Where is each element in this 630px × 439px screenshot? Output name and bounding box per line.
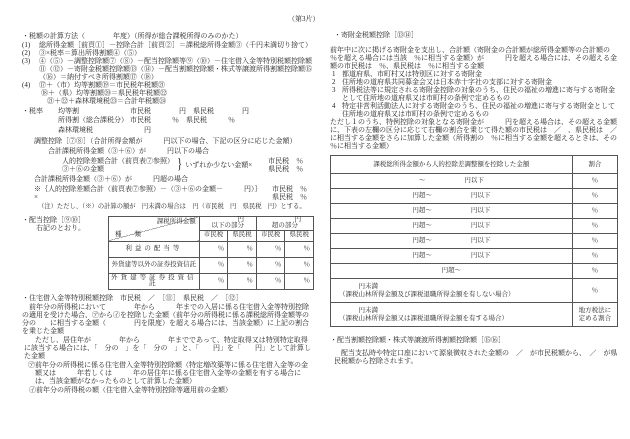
housing-loan-section xyxy=(22,293,323,394)
item-text: 所得税法等に規定される寄附金控除の対象のうち、住民の福祉の増進に寄与する寄附金として住所地の道府県又は市町村の条例で定めるもの xyxy=(342,86,615,102)
rate-name: 所得割（総合課税分） xyxy=(58,116,128,124)
rate-line1: 地方税法に xyxy=(578,307,612,314)
item-number: 2 xyxy=(332,78,336,86)
step-number: (2) xyxy=(22,49,31,57)
dividend-deduction-table xyxy=(108,216,314,290)
bracket-rate: ％ xyxy=(572,219,617,234)
tax-rate-row-forest xyxy=(22,126,314,134)
left-column xyxy=(22,32,323,395)
bracket-range: 円超～ 円以下 xyxy=(331,234,573,249)
rate-cell: ％ xyxy=(228,257,257,273)
housing-loan-item-a: ㋐前年分の所得税に係る住宅借入金等特別控除額（特定増改築等に係る住宅借入金等の金額又は 年若しくは 年の居住年に係る住宅借入金等の金額を有する場合には、当該金額がなかったものとして計算した金額） xyxy=(28,360,308,385)
step-text: ⑰＋（市）均等割額⑲＝市民税年税額㉑ xyxy=(39,81,165,89)
table-row-non-foreign-trust xyxy=(109,257,314,273)
rate-name: 森林環境税 xyxy=(58,125,93,134)
donation-item-4 xyxy=(330,102,618,118)
donation-deduction-header: ・寄附金税額控除［⑬⑭］ xyxy=(334,31,418,39)
rate-cell: ％ xyxy=(285,273,314,289)
bracket-rate: ％ xyxy=(572,174,617,189)
col-city-tax: 市民税 xyxy=(199,230,228,241)
option-personal-deduction-diff: 人的控除差額合計（前頁表⑦参照） xyxy=(62,156,174,165)
bracket-range: 円超～ 円以下 xyxy=(331,204,573,219)
donation-item-1 xyxy=(330,70,618,78)
rate-cell: ％ xyxy=(199,273,228,289)
group-header-below xyxy=(199,216,256,230)
bracket-row xyxy=(331,249,618,264)
adjustment-case2-label: 合計課税所得金額（③＋⑥）が 円超の場合 xyxy=(34,174,188,183)
bracket-rate: ％ xyxy=(572,264,617,279)
bracket-row xyxy=(331,264,618,279)
bracket-row-below-min-no-forest xyxy=(331,279,618,303)
case1-rates xyxy=(268,157,303,173)
tax-rate-label: ・税率 xyxy=(22,106,43,115)
donation-para1: 前年中に次に掲げる寄附金を支出し、合計額（寄附金の合計額が総所得金額等の合計額の ％を超える場合には当該 ％に相当する金額）が 円を超える場合には、その超える金額の市民税は ％、県民税は ％に相当する金額 xyxy=(330,46,617,70)
rate-spacer xyxy=(22,126,58,134)
donation-para2: ただし１のうち、特例控除の対象となる寄附金が 円を超える場合は、その超える金額に、下表の左欄の区分に応じて右欄の割合を乗じて得た額の市民税は ／ 、県民税は ／ に相当する金額をさらに加算した金額（所得割の ％に相当する金額を超えるときは、その ％に相当する金額） xyxy=(330,118,624,150)
range-line2: （課税山林所得金額及び課税退職所得金額を有しない場合） xyxy=(339,290,515,298)
city-rate: 市民税 ％ xyxy=(268,156,304,165)
bracket-rate: ％ xyxy=(572,279,617,303)
table-row-foreign-trust xyxy=(109,273,314,289)
step-text: ④（⑤）－調整控除額⑦（⑧）－配当控除額等⑨（⑩）－住宅借入金等特別税額控除額⑪（⑫）－寄附金税額控除額⑬（⑭）－配当割額控除額・株式等譲渡所得割額控除額⑮（⑯）＝納付すべき所得割額⑰（⑱） xyxy=(39,57,312,81)
rate-cell: ％ xyxy=(228,241,257,257)
bracket-row-below-min-with-forest xyxy=(331,303,618,327)
bracket-range: 円超～ 円以下 xyxy=(331,189,573,204)
bracket-range: ～ 円以下 xyxy=(331,174,573,189)
calc-step-4-total xyxy=(22,97,314,105)
lesser-amount-options xyxy=(62,157,174,173)
row-label: 外貨建等以外の証券投資信託 xyxy=(109,257,200,273)
item-text: 住所地の道府県共同募金会又は日本赤十字社の支部に対する寄附金 xyxy=(342,78,552,86)
bracket-row xyxy=(331,204,618,219)
bracket-rate: ％ xyxy=(572,204,617,219)
diagonal-header-cell xyxy=(109,216,200,241)
group-label: 以下の部分 xyxy=(211,222,245,229)
bracket-rate: ％ xyxy=(572,234,617,249)
item-number: 1 xyxy=(332,70,336,78)
step-number: (1) xyxy=(22,41,31,49)
dividend-deduction-label xyxy=(22,216,108,290)
rate-line2: 定める割合 xyxy=(578,314,612,322)
donation-item-3 xyxy=(330,86,618,102)
table-header-row xyxy=(109,216,314,230)
row-label: 外貨建等証券投資信託 xyxy=(109,273,200,289)
step-text: 総所得金額［前頁①］－控除合計［前頁②］＝課税総所得金額③（千円未満切り捨て） xyxy=(39,41,312,49)
bracket-rate xyxy=(572,303,617,327)
right-column xyxy=(330,27,624,365)
rate-name: 均等割 xyxy=(58,106,79,115)
step-number xyxy=(22,89,39,97)
page-corner-label: （第3片） xyxy=(288,15,320,23)
rate-cell: ％ xyxy=(199,241,228,257)
pref-rate: 県民税 ％ xyxy=(272,192,307,201)
donation-item-2 xyxy=(330,78,618,86)
housing-loan-para1: 前年分の所得税において 年から 年までの入居に係る住宅借入金等特別控除の適用を受けた場合、㋐から㋑を控除した金額（前年分の所得税に係る課税総所得金額等の 分の に相当する金額（ 円を限度）を超える場合には、当該金額）に上記の割合を乗じた金額 xyxy=(22,302,323,335)
calc-step-2 xyxy=(22,49,314,57)
step-number: (3) xyxy=(22,57,31,65)
bracket-range: 円超～ 円以下 xyxy=(331,219,573,234)
group-label: 超の部分 xyxy=(271,222,298,229)
col-pref-tax: 県民税 xyxy=(228,230,257,241)
dividend-withholding-header: ・配当割額控除額・株式等譲渡所得割額控除額［⑮⑯］ xyxy=(330,336,505,344)
item-number: 4 xyxy=(332,102,336,110)
bracket-rate: ％ xyxy=(572,189,617,204)
group-header-above xyxy=(256,216,313,230)
group-amount: 円 xyxy=(268,215,302,223)
range-line1: 円未満 xyxy=(339,283,378,290)
rate-cell: ％ xyxy=(228,273,257,289)
brace-glyph: } xyxy=(177,156,183,172)
step-number: (4) xyxy=(22,81,31,89)
option-taxable-amount: ③＋⑥の金額 xyxy=(62,164,104,173)
bracket-range xyxy=(331,279,573,303)
table-header-row xyxy=(331,156,618,174)
dividend-subheader: 右記のとおり。 xyxy=(36,223,85,232)
step-number xyxy=(22,97,39,105)
range-line2: （課税山林所得金額又は課税退職所得金額を有する場合） xyxy=(339,314,508,322)
rate-detail: 円 xyxy=(130,125,151,134)
step-text: ㉑＋㉒＋森林環境税㉓＝合計年税額㉔ xyxy=(47,97,166,105)
rate-cell: ％ xyxy=(285,241,314,257)
calc-step-4-cont xyxy=(22,89,314,97)
adjustment-case1-label: 合計課税所得金額（③＋⑥）が 円以下の場合 xyxy=(48,146,209,155)
item-text: 都道府県、市町村又は特別区に対する寄附金 xyxy=(342,70,482,78)
adjustment-header: 調整控除［⑦⑧］（合計所得金額が 円以下の場合、下記の区分に応じた金額） xyxy=(34,136,297,145)
bracket-range: 円超～ 円以下 xyxy=(331,249,573,264)
step-text: ③×税率＝算出所得割額④（⑤） xyxy=(39,49,141,57)
adjustment-deduction-section xyxy=(22,137,314,211)
housing-loan-header: ・住宅借入金等特別税額控除 市民税 ／ ［⑪］ 県民税 ／ ［⑫］ xyxy=(22,293,243,302)
col1-header: 課税総所得金額から人的控除差調整額を控除した金額 xyxy=(331,156,573,174)
case2-expression: ※｛人的控除差額合計（前頁表⑦参照）－（③＋⑥の金額－ 円）｝× xyxy=(34,184,262,201)
rate-detail: 市民税 ％ 県民税 ％ xyxy=(130,116,235,124)
donation-rate-table xyxy=(330,155,618,327)
bracket-range xyxy=(331,303,573,327)
adjustment-case2-formula xyxy=(22,185,314,201)
bracket-row xyxy=(331,189,618,204)
corner-bottom-label: 種 類 xyxy=(115,231,141,238)
pref-rate: 県民税 ％ xyxy=(268,164,304,173)
housing-loan-para2: ただし、居住年が 年から 年までであって、特定取得又は特別特定取得に該当する場合には、「 分の 」を「 分の 」と、「 円」を「 円」として計算した金額 xyxy=(24,335,311,360)
col-pref-tax: 県民税 xyxy=(285,230,314,241)
item-text: 特定非営利活動法人に対する寄附金のうち、住民の福祉の増進に寄与する寄附金として住所地の道府県又は市町村の条例で定めるもの xyxy=(342,102,615,118)
lesser-amount-rule: いずれか少ない金額× xyxy=(185,160,253,169)
rate-detail: 市民税 円 県民税 円 xyxy=(130,106,249,115)
tax-rate-row-kintowari xyxy=(22,107,314,115)
rate-spacer xyxy=(22,116,58,124)
step-text: ⑱＋（県）均等割額⑳＝県民税年税額㉒ xyxy=(41,89,167,97)
rate-cell: ％ xyxy=(256,241,285,257)
dividend-deduction-section xyxy=(22,216,314,290)
row-label: 利益の配当等 xyxy=(109,241,200,257)
rate-cell: ％ xyxy=(256,257,285,273)
rate-cell: ％ xyxy=(256,273,285,289)
range-line1: 円未満 xyxy=(339,307,378,314)
bracket-row xyxy=(331,174,618,189)
calc-step-4 xyxy=(22,81,314,89)
col-city-tax: 市民税 xyxy=(256,230,285,241)
calc-step-1 xyxy=(22,41,314,49)
tax-rate-row-shotokuwari xyxy=(22,116,314,124)
item-number: 3 xyxy=(332,86,336,94)
group-amount: 円 xyxy=(211,215,245,223)
calc-method-title: ・税額の計算方法（ 年度）（所得が総合課税所得のみのかた） xyxy=(22,32,243,40)
adjustment-case1-formula xyxy=(22,157,314,173)
calc-step-3 xyxy=(22,57,314,81)
city-rate: 市民税 ％ xyxy=(272,184,307,193)
dividend-withholding-para: 配当支払時や特定口座において源泉徴収された金額の ／ が市民税額から、 ／ が県民税額から控除されます。 xyxy=(334,349,618,365)
bracket-range: 円超～ xyxy=(331,264,573,279)
bracket-row xyxy=(331,234,618,249)
dividend-header: ・配当控除［⑨⑩］ xyxy=(22,215,85,224)
adjustment-note: （注）ただし、（※）の計算の額が 円未満の場合は 円（市民税 円 県民税 円）とする。 xyxy=(38,202,306,210)
bracket-row xyxy=(331,219,618,234)
corner-top-label: 課税所得金額 xyxy=(156,217,196,225)
table-row-dividend-profit xyxy=(109,241,314,257)
bracket-rate: ％ xyxy=(572,249,617,264)
case2-rates xyxy=(272,185,307,201)
rate-cell: ％ xyxy=(199,257,228,273)
rate-cell: ％ xyxy=(285,257,314,273)
housing-loan-item-b: ㋑前年分の所得税の額（住宅借入金等特別控除等適用前の金額） xyxy=(29,385,232,394)
col2-header: 割合 xyxy=(572,156,617,174)
